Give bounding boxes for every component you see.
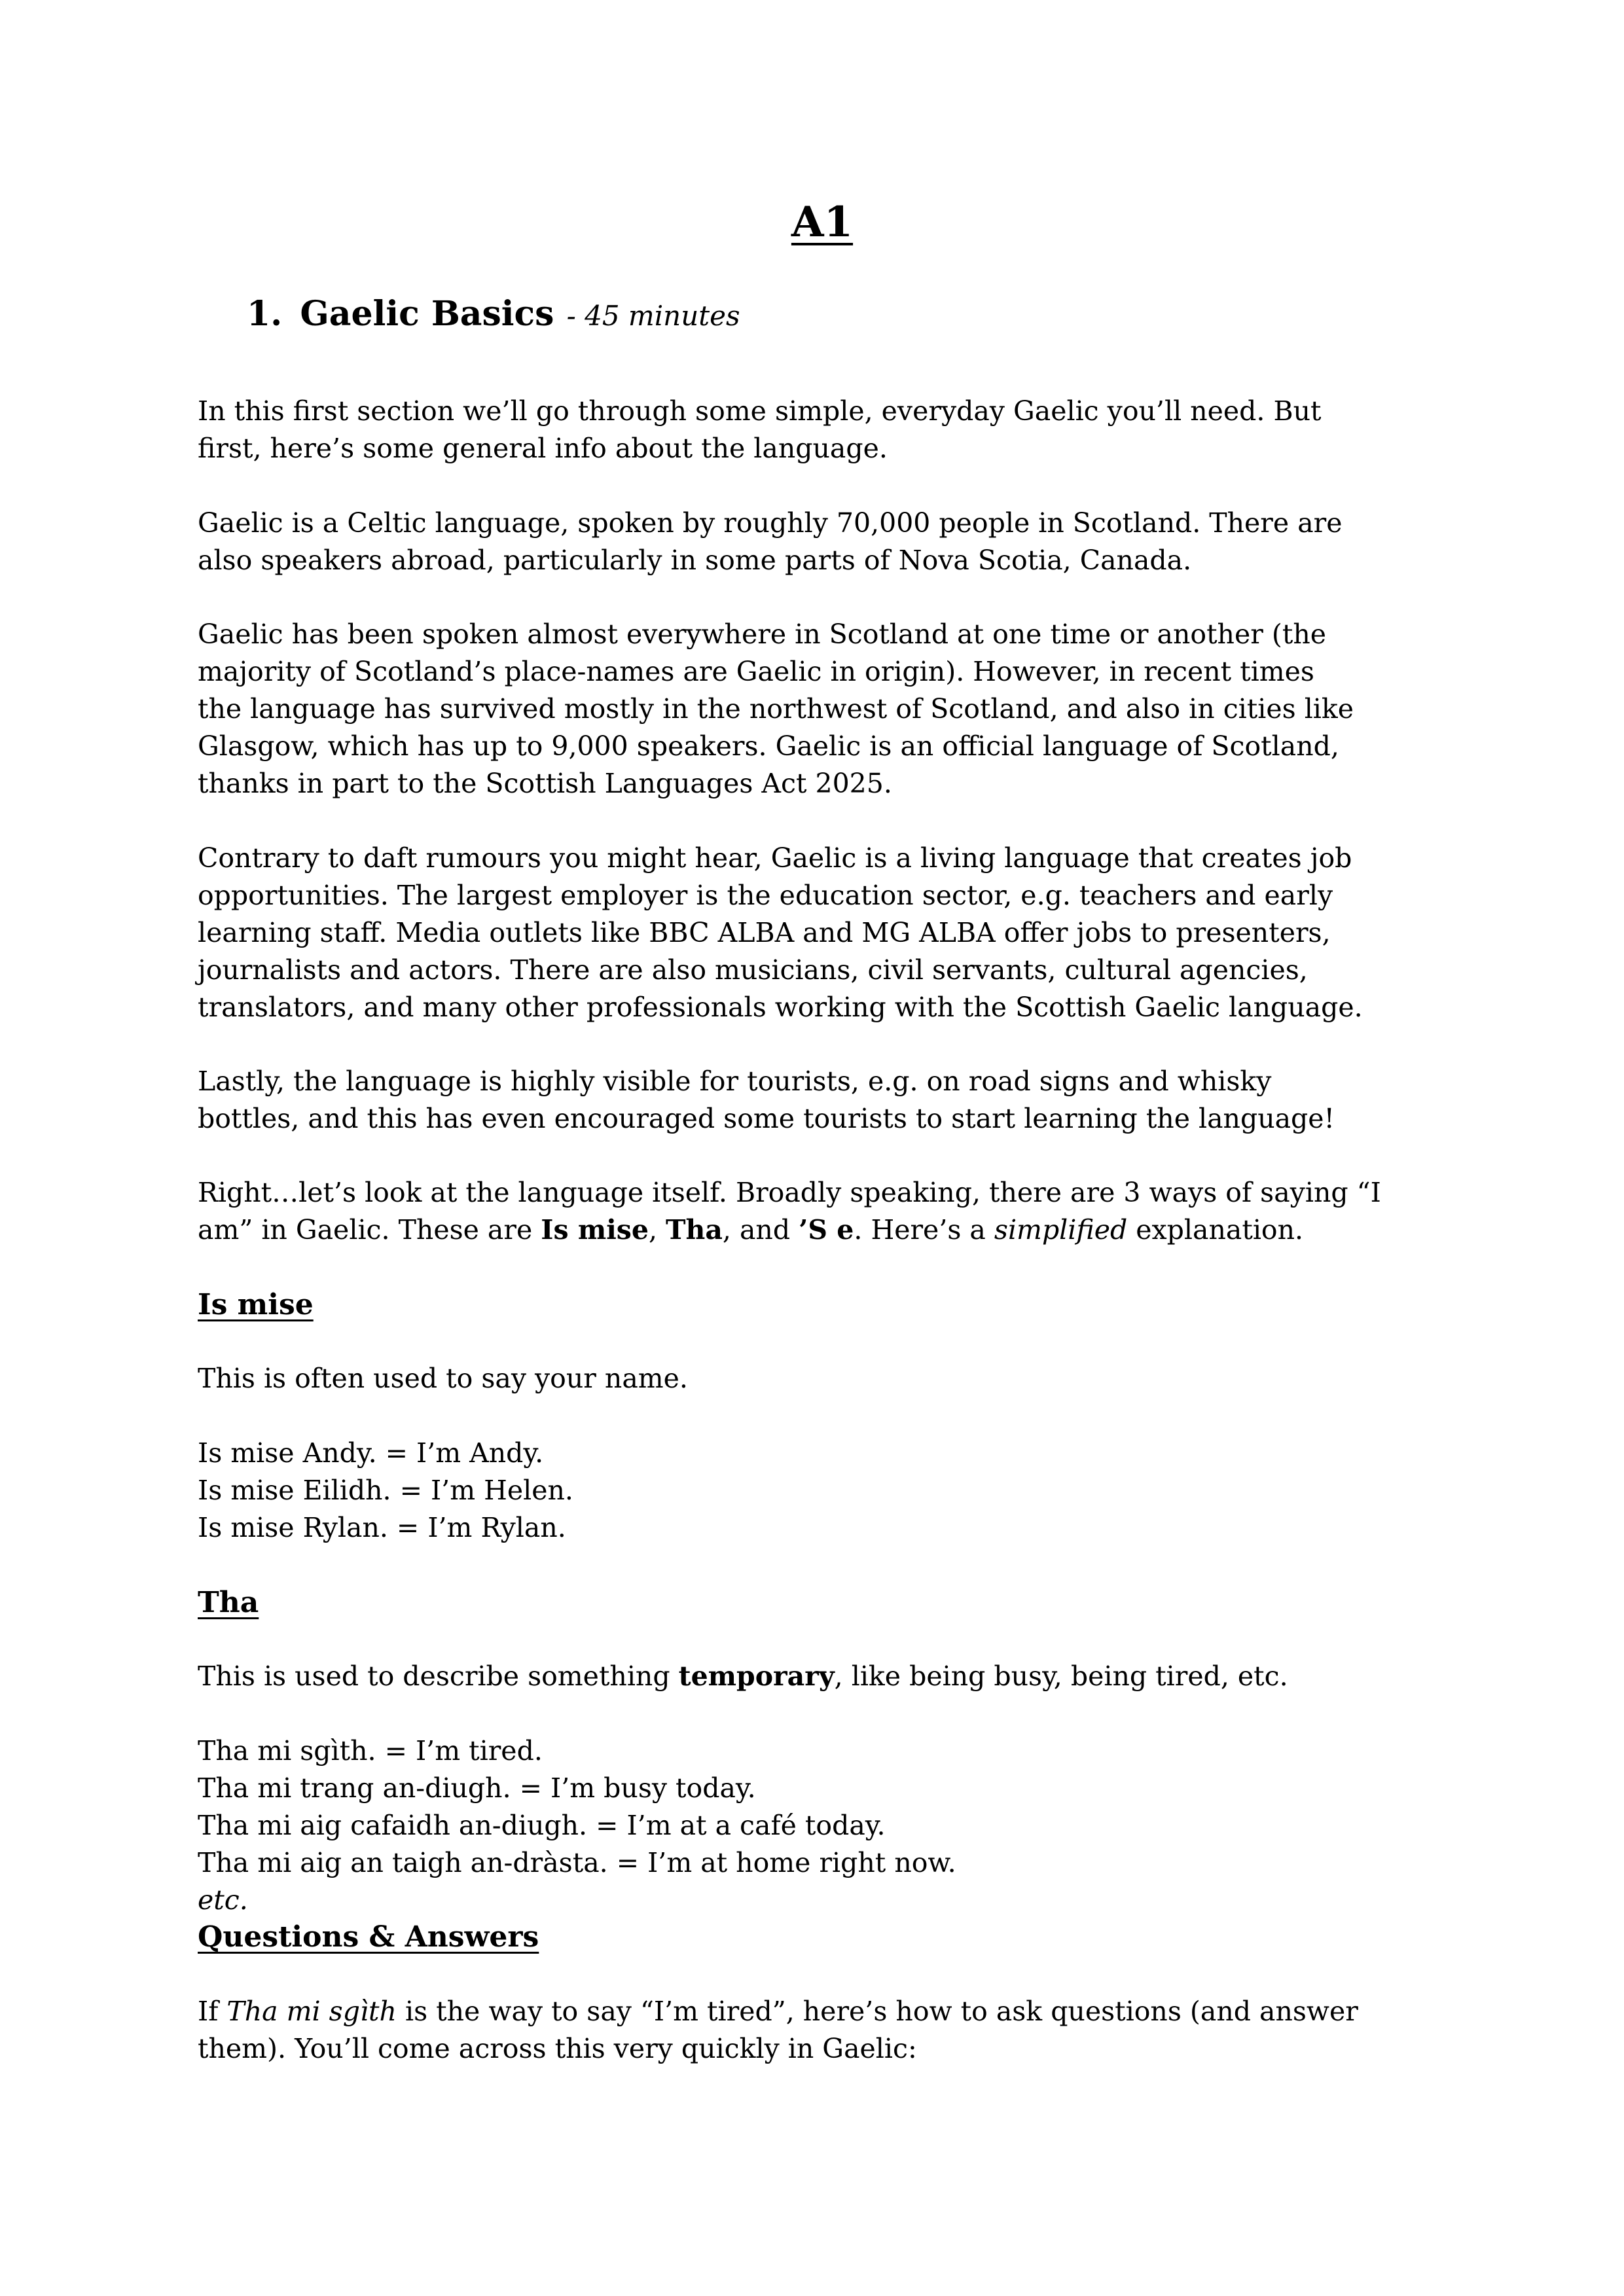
- intro-paragraph: [198, 393, 1474, 467]
- jobs-paragraph: [198, 840, 1474, 1026]
- paragraph-line: Gaelic has been spoken almost everywhere in Scotland at one time or another (the: [198, 619, 1326, 650]
- term-tha: Tha: [666, 1214, 723, 1246]
- term-temporary: temporary: [678, 1660, 835, 1692]
- section-number: 1.: [247, 294, 283, 334]
- paragraph-line: also speakers abroad, particularly in some parts of Nova Scotia, Canada.: [198, 545, 1192, 576]
- example-line: Tha mi aig cafaidh an-diugh. = I’m at a café today.: [198, 1810, 886, 1841]
- paragraph-line: Lastly, the language is highly visible for tourists, e.g. on road signs and whisky: [198, 1066, 1272, 1097]
- text-run: This is used to describe something: [198, 1660, 679, 1692]
- tourism-paragraph: [198, 1063, 1474, 1138]
- etc-line: etc.: [198, 1884, 248, 1916]
- tha-heading: Tha: [198, 1586, 259, 1619]
- paragraph-line: learning staff. Media outlets like BBC ALBA and MG ALBA offer jobs to presenters,: [198, 917, 1331, 948]
- paragraph-line: This is often used to say your name.: [198, 1363, 688, 1394]
- example-line: Tha mi trang an-diugh. = I’m busy today.: [198, 1772, 756, 1804]
- paragraph-line: translators, and many other professionals working with the Scottish Gaelic language.: [198, 992, 1363, 1023]
- paragraph-line: majority of Scotland’s place-names are Gaelic in origin). However, in recent times: [198, 656, 1314, 687]
- ways-paragraph: [198, 1174, 1474, 1249]
- example-line: Is mise Eilidh. = I’m Helen.: [198, 1475, 573, 1506]
- history-paragraph: [198, 616, 1474, 802]
- example-line: Is mise Rylan. = I’m Rylan.: [198, 1512, 566, 1543]
- section-heading: [247, 288, 740, 348]
- text-run: . Here’s a: [854, 1214, 994, 1246]
- paragraph-line: Contrary to daft rumours you might hear, Gaelic is a living language that creates job: [198, 842, 1352, 874]
- qa-heading: Questions & Answers: [198, 1920, 539, 1954]
- example-line: Tha mi sgìth. = I’m tired.: [198, 1735, 543, 1767]
- text-run: explanation.: [1127, 1214, 1304, 1246]
- paragraph-line: [198, 1658, 1474, 1695]
- is-mise-examples: [198, 1435, 1474, 1547]
- is-mise-description: [198, 1360, 1474, 1397]
- paragraph-line: Right…let’s look at the language itself. Broadly speaking, there are 3 ways of saying “I: [198, 1177, 1381, 1208]
- emphasis-tha-mi-sgith: Tha mi sgìth: [226, 1996, 397, 2027]
- section-name: Gaelic Basics: [300, 294, 554, 334]
- paragraph-line: journalists and actors. There are also musicians, civil servants, cultural agencies,: [198, 954, 1308, 986]
- paragraph-line: the language has survived mostly in the northwest of Scotland, and also in cities like: [198, 693, 1354, 725]
- celtic-paragraph: [198, 505, 1474, 579]
- paragraph-line: bottles, and this has even encouraged some tourists to start learning the language!: [198, 1103, 1335, 1134]
- qa-paragraph: [198, 1993, 1474, 2068]
- term-s-e: ’S e: [799, 1214, 854, 1246]
- paragraph-line: Gaelic is a Celtic language, spoken by roughly 70,000 people in Scotland. There are: [198, 507, 1343, 539]
- text-run: If: [198, 1996, 227, 2027]
- section-duration: - 45 minutes: [566, 300, 740, 332]
- paragraph-line: opportunities. The largest employer is the education sector, e.g. teachers and early: [198, 880, 1333, 911]
- paragraph-line: In this first section we’ll go through some simple, everyday Gaelic you’ll need. But: [198, 395, 1322, 427]
- tha-examples: [198, 1732, 1474, 1919]
- document-title: A1: [791, 198, 854, 247]
- tha-description: [198, 1658, 1474, 1695]
- example-line: Tha mi aig an taigh an-dràsta. = I’m at home right now.: [198, 1847, 956, 1878]
- paragraph-line: [198, 1211, 1474, 1249]
- text-run: am” in Gaelic. These are: [198, 1214, 541, 1246]
- paragraph-line: Glasgow, which has up to 9,000 speakers. Gaelic is an official language of Scotland,: [198, 730, 1339, 762]
- text-run: is the way to say “I’m tired”, here’s how to ask questions (and answer: [396, 1996, 1358, 2027]
- is-mise-heading: Is mise: [198, 1288, 314, 1321]
- paragraph-line: first, here’s some general info about the language.: [198, 433, 888, 464]
- example-line: Is mise Andy. = I’m Andy.: [198, 1437, 544, 1469]
- paragraph-line: thanks in part to the Scottish Languages Act 2025.: [198, 768, 892, 799]
- text-run: , like being busy, being tired, etc.: [834, 1660, 1288, 1692]
- paragraph-line: them). You’ll come across this very quickly in Gaelic:: [198, 2033, 917, 2064]
- emphasis-simplified: simplified: [994, 1214, 1128, 1246]
- term-is-mise: Is mise: [541, 1214, 649, 1246]
- paragraph-line: [198, 1993, 1474, 2030]
- text-run: ,: [648, 1214, 666, 1246]
- text-run: , and: [722, 1214, 799, 1246]
